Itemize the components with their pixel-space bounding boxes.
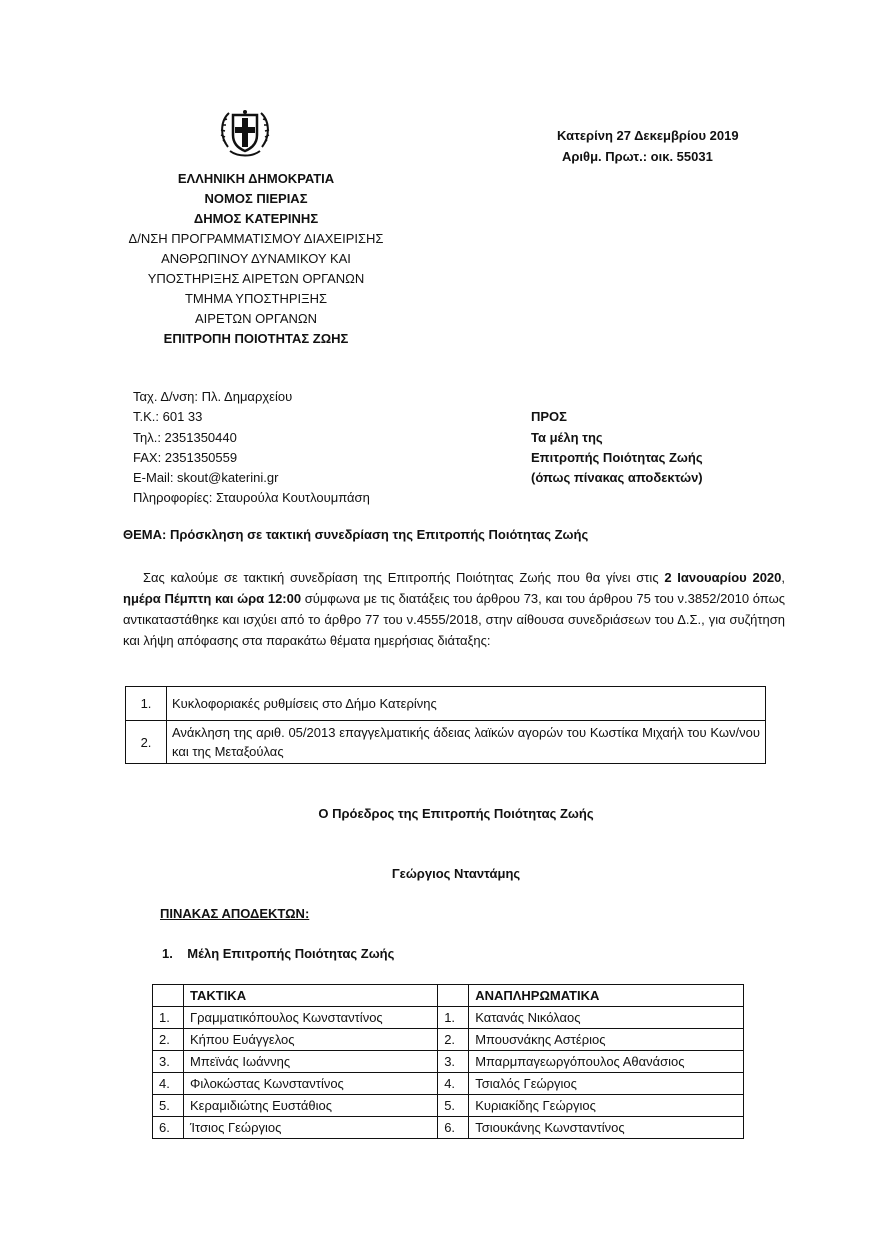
table-row	[126, 721, 766, 764]
invitation-paragraph	[123, 567, 785, 651]
recipient-line-3: Επιτροπής Ποιότητας Ζωής	[531, 450, 703, 465]
row-number: 6.	[153, 1117, 184, 1139]
table-row	[153, 1117, 744, 1139]
row-number: 2.	[438, 1029, 469, 1051]
header-prefecture: ΝΟΜΟΣ ΠΙΕΡΙΑΣ	[204, 191, 308, 206]
regular-member: Γραμματικόπουλος Κωνσταντίνος	[184, 1007, 438, 1029]
row-number: 2.	[153, 1029, 184, 1051]
contact-address: Ταχ. Δ/νση: Πλ. Δημαρχείου	[133, 389, 293, 404]
table-row	[153, 1095, 744, 1117]
recipients-title: ΠΙΝΑΚΑΣ ΑΠΟΔΕΚΤΩΝ:	[160, 906, 310, 921]
recipient-line-2: Τα μέλη της	[531, 430, 603, 445]
table-row	[153, 1073, 744, 1095]
coat-of-arms-emblem	[220, 107, 270, 167]
header-department-line-1: ΤΜΗΜΑ ΥΠΟΣΤΗΡΙΞΗΣ	[184, 291, 327, 306]
header-directorate-line-2: ΑΝΘΡΩΠΙΝΟΥ ΔΥΝΑΜΙΚΟΥ ΚΑΙ	[161, 251, 351, 266]
col-header-alternate: ΑΝΑΠΛΗΡΩΜΑΤΙΚΑ	[469, 985, 744, 1007]
header-number-cell	[438, 985, 469, 1007]
regular-member: Ίτσιος Γεώργιος	[184, 1117, 438, 1139]
regular-member: Φιλοκώστας Κωνσταντίνος	[184, 1073, 438, 1095]
regular-member: Κεραμιδιώτης Ευστάθιος	[184, 1095, 438, 1117]
header-state: ΕΛΛΗΝΙΚΗ ΔΗΜΟΚΡΑΤΙΑ	[177, 171, 335, 186]
row-number: 3.	[438, 1051, 469, 1073]
subject-line: ΘΕΜΑ: Πρόσκληση σε τακτική συνεδρίαση της Επιτροπής Ποιότητας Ζωής	[123, 527, 589, 542]
header-municipality: ΔΗΜΟΣ ΚΑΤΕΡΙΝΗΣ	[193, 211, 319, 226]
alternate-member: Μπαρμπαγεωργόπουλος Αθανάσιος	[469, 1051, 744, 1073]
header-department-line-2: ΑΙΡΕΤΩΝ ΟΡΓΑΝΩΝ	[195, 311, 317, 326]
table-row	[153, 1007, 744, 1029]
agenda-item-text: Κυκλοφοριακές ρυθμίσεις στο Δήμο Κατερίνης	[167, 687, 766, 721]
contact-postal-code: Τ.Κ.: 601 33	[133, 409, 203, 424]
agenda-item-number: 1.	[126, 687, 167, 721]
row-number: 1.	[153, 1007, 184, 1029]
recipient-to: ΠΡΟΣ	[531, 409, 567, 424]
members-heading: 1. Μέλη Επιτροπής Ποιότητας Ζωής	[162, 946, 395, 961]
signature-title: Ο Πρόεδρος της Επιτροπής Ποιότητας Ζωής	[318, 806, 594, 821]
header-directorate-line-1: Δ/ΝΣΗ ΠΡΟΓΡΑΜΜΑΤΙΣΜΟΥ ΔΙΑΧΕΙΡΙΣΗΣ	[128, 231, 384, 246]
alternate-member: Κατανάς Νικόλαος	[469, 1007, 744, 1029]
row-number: 1.	[438, 1007, 469, 1029]
row-number: 4.	[438, 1073, 469, 1095]
row-number: 6.	[438, 1117, 469, 1139]
header-directorate-line-3: ΥΠΟΣΤΗΡΙΞΗΣ ΑΙΡΕΤΩΝ ΟΡΓΑΝΩΝ	[147, 271, 365, 286]
table-row	[126, 687, 766, 721]
table-row	[153, 1029, 744, 1051]
header-committee: ΕΠΙΤΡΟΠΗ ΠΟΙΟΤΗΤΑΣ ΖΩΗΣ	[163, 331, 349, 346]
row-number: 4.	[153, 1073, 184, 1095]
place-date: Κατερίνη 27 Δεκεμβρίου 2019	[557, 128, 739, 143]
contact-phone: Τηλ.: 2351350440	[133, 430, 237, 445]
contact-info-person: Πληροφορίες: Σταυρούλα Κουτλουμπάση	[133, 490, 370, 505]
alternate-member: Κυριακίδης Γεώργιος	[469, 1095, 744, 1117]
alternate-member: Τσιουκάνης Κωνσταντίνος	[469, 1117, 744, 1139]
header-number-cell	[153, 985, 184, 1007]
row-number: 3.	[153, 1051, 184, 1073]
protocol-number: Αριθμ. Πρωτ.: οικ. 55031	[562, 149, 713, 164]
recipient-line-4: (όπως πίνακας αποδεκτών)	[531, 470, 703, 485]
agenda-item-number: 2.	[126, 721, 167, 764]
table-header-row	[153, 985, 744, 1007]
contact-email: E-Mail: skout@katerini.gr	[133, 470, 279, 485]
body-text-part-1: Σας καλούμε σε τακτική συνεδρίαση της Επιτροπής Ποιότητας Ζωής που θα γίνει στις	[143, 570, 665, 585]
agenda-item-text: Ανάκληση της αριθ. 05/2013 επαγγελματικής άδειας λαϊκών αγορών του Κωστίκα Μιχαήλ του Κων/νου και της Μεταξούλας	[167, 721, 766, 764]
body-text-part-2: ,	[781, 570, 786, 585]
agenda-table	[125, 686, 766, 764]
row-number: 5.	[438, 1095, 469, 1117]
meeting-date: 2 Ιανουαρίου 2020	[664, 570, 782, 585]
alternate-member: Μπουσνάκης Αστέριος	[469, 1029, 744, 1051]
contact-fax: FAX: 2351350559	[133, 450, 238, 465]
regular-member: Μπεϊνάς Ιωάννης	[184, 1051, 438, 1073]
col-header-regular: ΤΑΚΤΙΚΑ	[184, 985, 438, 1007]
table-row	[153, 1051, 744, 1073]
row-number: 5.	[153, 1095, 184, 1117]
signature-name: Γεώργιος Νταντάμης	[391, 866, 521, 881]
alternate-member: Τσιαλός Γεώργιος	[469, 1073, 744, 1095]
meeting-day-time: ημέρα Πέμπτη και ώρα 12:00	[123, 591, 302, 606]
body-text-part-3: σύμφωνα με τις διατάξεις του άρθρου 73, και του άρθρου 75 του ν.3852/2010 όπως αντικαταστάθηκε και ισχύει από το άρθρο 77 του ν.4555/2018, στην αίθουσα συνεδριάσεων του Δ.Σ., για συζήτηση και λήψη απόφασης στα παρακάτω θέματα ημερήσιας διάταξης:	[123, 591, 785, 648]
members-table	[152, 984, 744, 1139]
regular-member: Κήπου Ευάγγελος	[184, 1029, 438, 1051]
